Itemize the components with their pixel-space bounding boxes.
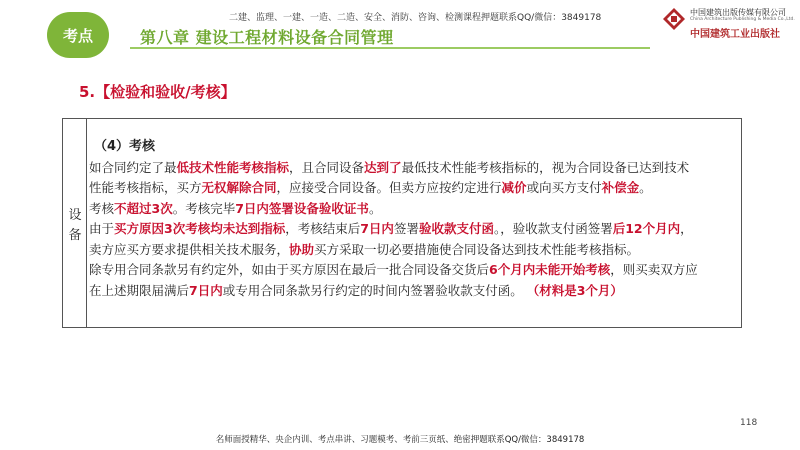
highlight-text: 减价 bbox=[501, 180, 527, 195]
publisher-name-en: China Architecture Publishing & Media Co.,Ltd. bbox=[690, 17, 795, 22]
body-text: ，且合同设备 bbox=[289, 159, 365, 175]
body-text: 卖方应买方要求提供相关技术服务， bbox=[89, 241, 290, 257]
body-text: 如合同约定了最 bbox=[89, 159, 177, 175]
highlight-text: 补偿金 bbox=[601, 180, 640, 195]
body-text: 考核 bbox=[89, 200, 115, 216]
content-line bbox=[89, 219, 739, 240]
page-number: 118 bbox=[740, 418, 758, 428]
highlight-text: 无权解除合同 bbox=[201, 180, 277, 195]
header-divider bbox=[130, 47, 650, 49]
body-text: 。，验收款支付函签署 bbox=[493, 221, 613, 236]
body-text: 买方采取一切必要措施使合同设备达到技术性能考核指标。 bbox=[314, 241, 640, 257]
body-text: 。 bbox=[368, 200, 382, 216]
footer-contact-note: 名师面授精华、央企内训、考点串讲、习题模考、考前三页纸、绝密押题联系QQ/微信：3849178 bbox=[215, 435, 585, 445]
publisher-emblem-icon bbox=[662, 7, 686, 31]
topic-badge: 考点 bbox=[47, 12, 109, 58]
highlight-text: 7日内签署设备验收证书 bbox=[235, 200, 369, 216]
content-line bbox=[89, 260, 739, 281]
header-contact-note: 二建、监理、一建、一造、二造、安全、消防、咨询、检测课程押题联系QQ/微信：3849178 bbox=[229, 13, 602, 23]
publisher-logo bbox=[662, 5, 794, 43]
body-text: 除专用合同条款另有约定外，如由于买方原因在最后一批合同设备交货后 bbox=[89, 262, 490, 277]
content-line bbox=[89, 199, 739, 220]
highlight-text: 达到了 bbox=[364, 159, 402, 175]
side-label-char: 备 bbox=[68, 228, 82, 243]
highlight-text: 低技术性能考核指标 bbox=[176, 159, 290, 175]
side-label-char: 设 bbox=[68, 208, 82, 223]
body-text: ，则买卖双方应 bbox=[610, 262, 698, 277]
body-text: 。 bbox=[639, 180, 652, 195]
highlight-text: 不超过3次 bbox=[114, 200, 173, 216]
highlight-text: （材料是3个月） bbox=[526, 282, 623, 298]
content-lines bbox=[89, 158, 739, 302]
subsection-heading: （4）考核 bbox=[94, 139, 156, 154]
highlight-text: 7日内 bbox=[360, 221, 394, 236]
publisher-name-cn: 中国建筑出版传媒有限公司 bbox=[690, 8, 786, 17]
side-label bbox=[66, 206, 84, 246]
highlight-text: 7日内 bbox=[189, 282, 223, 298]
body-text: 签署 bbox=[393, 221, 419, 236]
highlight-text: 协助 bbox=[289, 241, 315, 257]
body-text: ，考核结束后 bbox=[285, 221, 361, 236]
chapter-title: 第八章 建设工程材料设备合同管理 bbox=[140, 28, 394, 47]
content-line bbox=[89, 281, 739, 302]
content-line bbox=[89, 178, 739, 199]
highlight-text: 后12个月内 bbox=[612, 221, 681, 236]
section-title: 5.【检验和验收/考核】 bbox=[79, 83, 236, 101]
body-text: ，应接受合同设备。但卖方应按约定进行 bbox=[276, 180, 502, 195]
body-text: 最低技术性能考核指标的，视为合同设备已达到技术 bbox=[401, 159, 690, 175]
body-text: 由于 bbox=[89, 221, 115, 236]
highlight-text: 6个月内未能开始考核 bbox=[489, 262, 611, 277]
highlight-text: 买方原因3次考核均未达到指标 bbox=[114, 221, 286, 236]
content-line bbox=[89, 158, 739, 179]
body-text: 在上述期限届满后 bbox=[89, 282, 190, 298]
publisher-calligraphy: 中国建筑工业出版社 bbox=[690, 29, 780, 40]
body-text: 或向买方支付 bbox=[526, 180, 602, 195]
body-text: 性能考核指标，买方 bbox=[89, 180, 202, 195]
content-body bbox=[89, 137, 739, 301]
content-line bbox=[89, 240, 739, 261]
body-text: 。考核完毕 bbox=[172, 200, 236, 216]
highlight-text: 验收款支付函 bbox=[418, 221, 494, 236]
body-text: ， bbox=[680, 221, 693, 236]
body-text: 或专用合同条款另行约定的时间内签署验收款支付函。 bbox=[222, 282, 527, 298]
header-bar bbox=[0, 0, 800, 68]
